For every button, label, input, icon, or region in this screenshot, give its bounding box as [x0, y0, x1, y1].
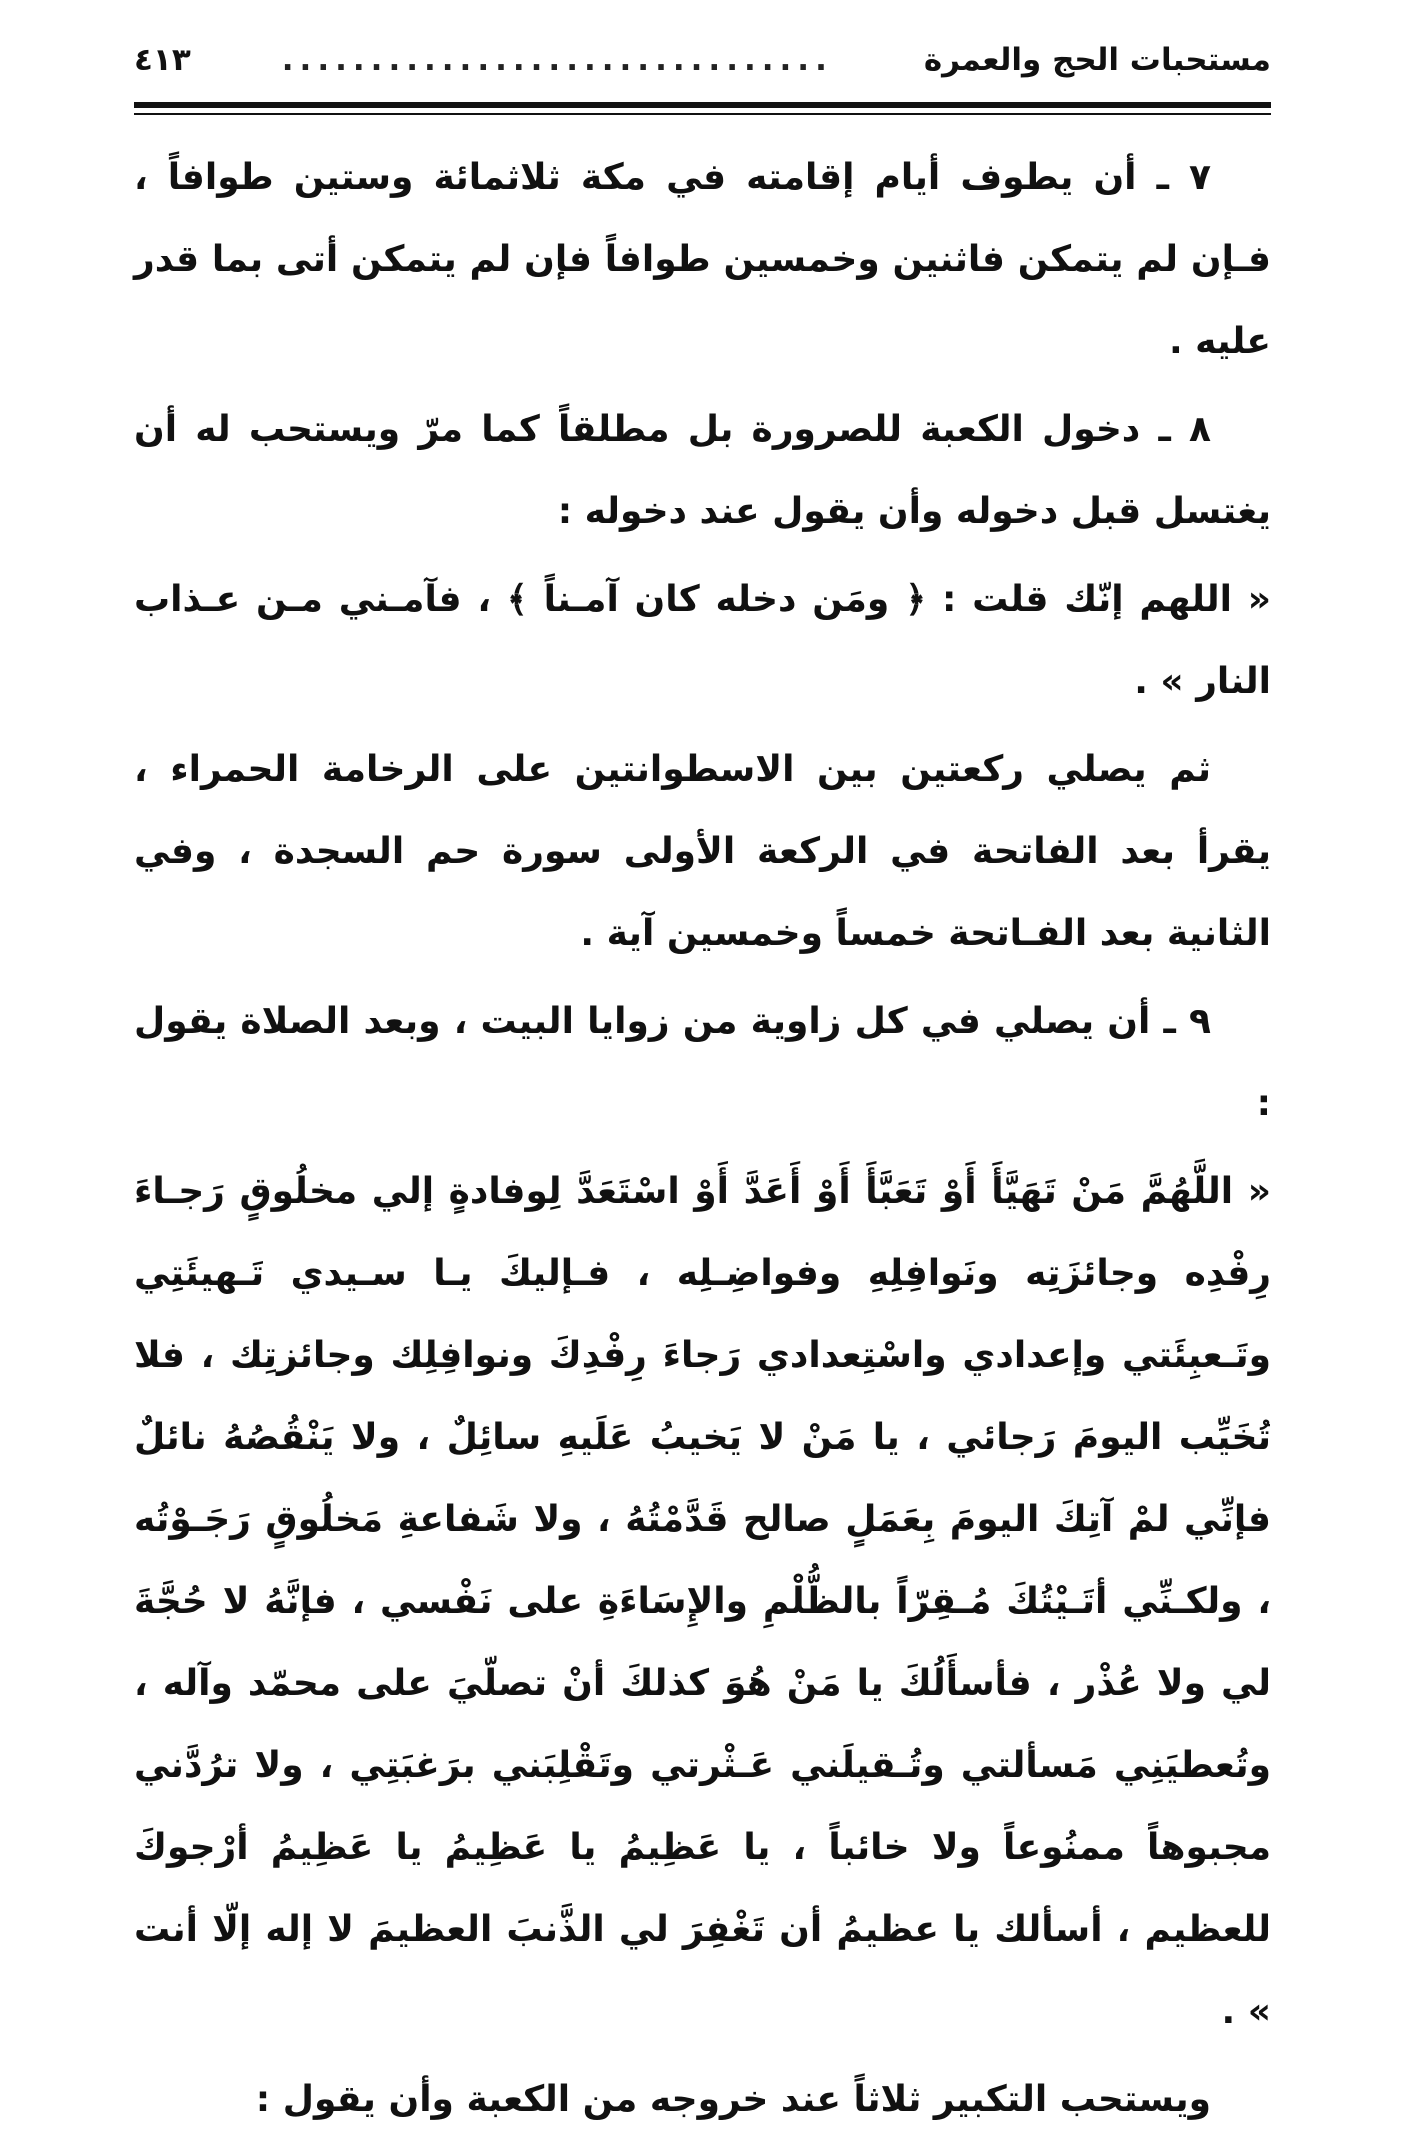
paragraph-item-9: ٩ ـ أن يصلي في كل زاوية من زوايا البيت ، وبعد الصلاة يقول : [134, 1001, 1271, 1124]
header-rule-thick [134, 102, 1271, 108]
page-body [134, 137, 1271, 2141]
paragraph-item-8: ٨ ـ دخول الكعبة للصرورة بل مطلقاً كما مرّ ويستحب له أن يغتسل قبل دخوله وأن يقول عند دخوله : [134, 409, 1271, 532]
chapter-title: مستحبات الحج والعمرة [923, 42, 1271, 78]
supplication-entering: « اللهم إنّك قلت : ﴿ ومَن دخله كان آمـناً ﴾ ، فآمـني مـن عـذاب النار » . [134, 579, 1271, 702]
page-number: ٤١٣ [134, 42, 191, 78]
paragraph-item-7: ٧ ـ أن يطوف أيام إقامته في مكة ثلاثمائة وستين طوافاً ، فـإن لم يتمكن فاثنين وخمسين طوافاً فإن لم يتمكن أتى بما قدر عليه . [134, 157, 1271, 362]
header-rule [134, 102, 1271, 115]
header-rule-thin [134, 113, 1271, 115]
paragraph-exit-takbir: ويستحب التكبير ثلاثاً عند خروجه من الكعبة وأن يقول : [255, 2079, 1211, 2120]
supplication-corners: « اللَّهُمَّ مَنْ تَهَيَّأَ أَوْ تَعَبَّأَ أَوْ أَعَدَّ أَوْ اسْتَعَدَّ لِوفادةٍ إلي مخلُوقٍ رَجـاءَ رِفْدِه وجائزَتِه ونَوافِلِهِ وفواضِـلِه ، فـإليكَ يـا سـيدي تَـهيئَتِي وتَـعبِئَتي وإعدادي واسْتِعدادي رَجاءَ رِفْدِكَ ونوافِلِك وجائزتِك ، فلا تُخَيِّب اليومَ رَجائي ، يا مَنْ لا يَخيبُ عَلَيهِ سائِلٌ ، ولا يَنْقُصُهُ نائلٌ فإنِّي لمْ آتِكَ اليومَ بِعَمَلٍ صالح قَدَّمْتُهُ ، ولا شَفاعةِ مَخلُوقٍ رَجَـوْتُه ، ولكـنِّي أتَـيْتُكَ مُـقِرّاً بالظُّلْمِ والإِسَاءَةِ على نَفْسي ، فإنَّهُ لا حُجَّةَ لي ولا عُذْر ، فأسأَلُكَ يا مَنْ هُوَ كذلكَ أنْ تصلّيَ على محمّد وآله ، وتُعطيَنِي مَسألتي وتُـقيلَني عَـثْرتي وتَقْلِبَني برَغبَتِي ، ولا ترُدَّني مجبوهاً ممنُوعاً ولا خائباً ، يا عَظِيمُ يا عَظِيمُ يا عَظِيمُ أرْجوكَ للعظيم ، أسألك يا عظيمُ أن تَغْفِرَ لي الذَّنبَ العظيمَ لا إله إلّا أنت » . [134, 1171, 1271, 2032]
running-header [134, 42, 1271, 88]
paragraph-prayer: ثم يصلي ركعتين بين الاسطوانتين على الرخامة الحمراء ، يقرأ بعد الفاتحة في الركعة الأولى سورة حم السجدة ، وفي الثانية بعد الفـاتحة خمساً وخمسين آية . [134, 749, 1271, 954]
dot-leader: ............................... [281, 42, 833, 78]
